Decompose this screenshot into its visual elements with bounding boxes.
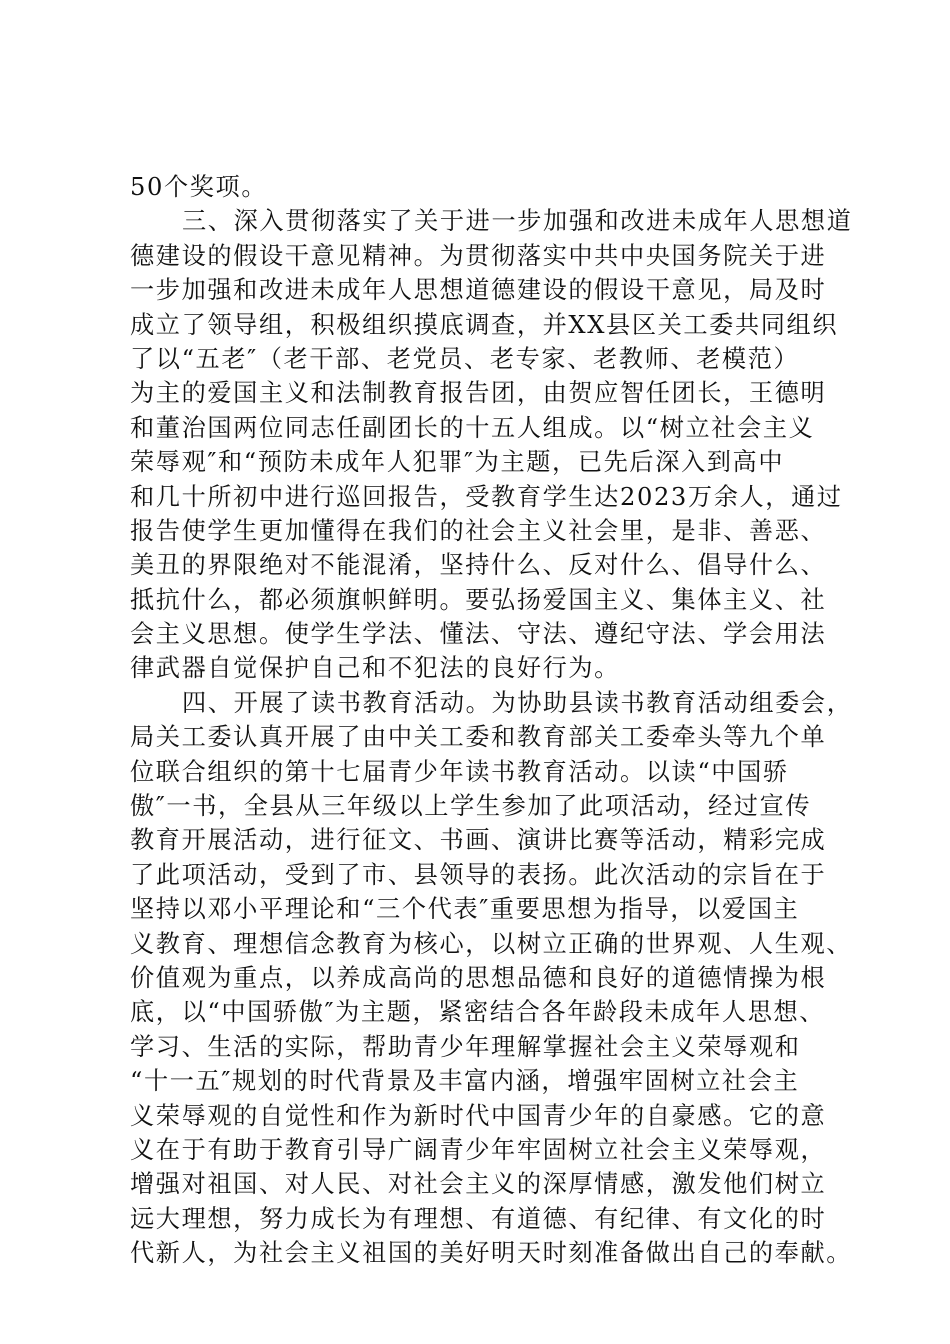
text-line: 为主的爱国主义和法制教育报告团，由贺应智任团长，王德明	[130, 379, 827, 408]
text-line: 了以“五老″（老干部、老党员、老专家、老教师、老模范）	[130, 344, 800, 373]
text-line: 抵抗什么，都必须旗帜鲜明。要弘扬爱国主义、集体主义、社	[130, 585, 827, 614]
text-line: 义在于有助于教育引导广阔青少年牢固树立社会主义荣辱观，	[130, 1135, 827, 1164]
text-line: 坚持以邓小平理论和“三个代表″重要思想为指导，以爱国主	[130, 895, 800, 924]
paragraph-start-line: 三、深入贯彻落实了关于进一步加强和改进未成年人思想道	[182, 207, 853, 236]
text-line: 一步加强和改进未成年人思想道德建设的假设干意见，局及时	[130, 276, 827, 305]
text-line: 和董治国两位同志任副团长的十五人组成。以“树立社会主义	[130, 413, 815, 442]
text-line: 傲″一书，全县从三年级以上学生参加了此项活动，经过宣传	[130, 792, 812, 821]
text-line: 美丑的界限绝对不能混淆，坚持什么、反对什么、倡导什么、	[130, 551, 827, 580]
text-line: 义教育、理想信念教育为核心，以树立正确的世界观、人生观、	[130, 929, 853, 958]
document-body	[130, 170, 853, 1271]
text-line: 和几十所初中进行巡回报告，受教育学生达2023万余人，通过	[130, 482, 843, 511]
text-line: 底，以“中国骄傲″为主题，紧密结合各年龄段未成年人思想、	[130, 998, 826, 1027]
text-line: 代新人，为社会主义祖国的美好明天时刻准备做出自己的奉献。	[130, 1239, 853, 1268]
text-line: 荣辱观″和“预防未成年人犯罪″为主题，已先后深入到高中	[130, 448, 785, 477]
text-line: 价值观为重点，以养成高尚的思想品德和良好的道德情操为根	[130, 963, 827, 992]
text-line: 教育开展活动，进行征文、书画、演讲比赛等活动，精彩完成	[130, 826, 827, 855]
text-line: 成立了领导组，积极组织摸底调查，并XX县区关工委共同组织	[130, 310, 839, 339]
text-line: 学习、生活的实际，帮助青少年理解掌握社会主义荣辱观和	[130, 1032, 801, 1061]
text-line: 局关工委认真开展了由中关工委和教育部关工委牵头等九个单	[130, 723, 827, 752]
text-line: 了此项活动，受到了市、县领导的表扬。此次活动的宗旨在于	[130, 860, 827, 889]
text-line: 位联合组织的第十七届青少年读书教育活动。以读“中国骄	[130, 757, 789, 786]
paragraph-start-line: 四、开展了读书教育活动。为协助县读书教育活动组委会，	[182, 688, 853, 717]
text-line: 义荣辱观的自觉性和作为新时代中国青少年的自豪感。它的意	[130, 1101, 827, 1130]
text-line: 律武器自觉保护自己和不犯法的良好行为。	[130, 654, 620, 683]
text-line: 50个奖项。	[130, 173, 268, 201]
text-line: 会主义思想。使学生学法、懂法、守法、遵纪守法、学会用法	[130, 620, 827, 649]
text-line: 报告使学生更加懂得在我们的社会主义社会里，是非、善恶、	[130, 516, 827, 545]
text-line: 远大理想，努力成长为有理想、有道德、有纪律、有文化的时	[130, 1204, 827, 1233]
text-line: “十一五″规划的时代背景及丰富内涵，增强牢固树立社会主	[130, 1067, 800, 1096]
text-line: 增强对祖国、对人民、对社会主义的深厚情感，激发他们树立	[130, 1170, 827, 1199]
text-line: 德建设的假设干意见精神。为贯彻落实中共中央国务院关于进	[130, 241, 827, 270]
